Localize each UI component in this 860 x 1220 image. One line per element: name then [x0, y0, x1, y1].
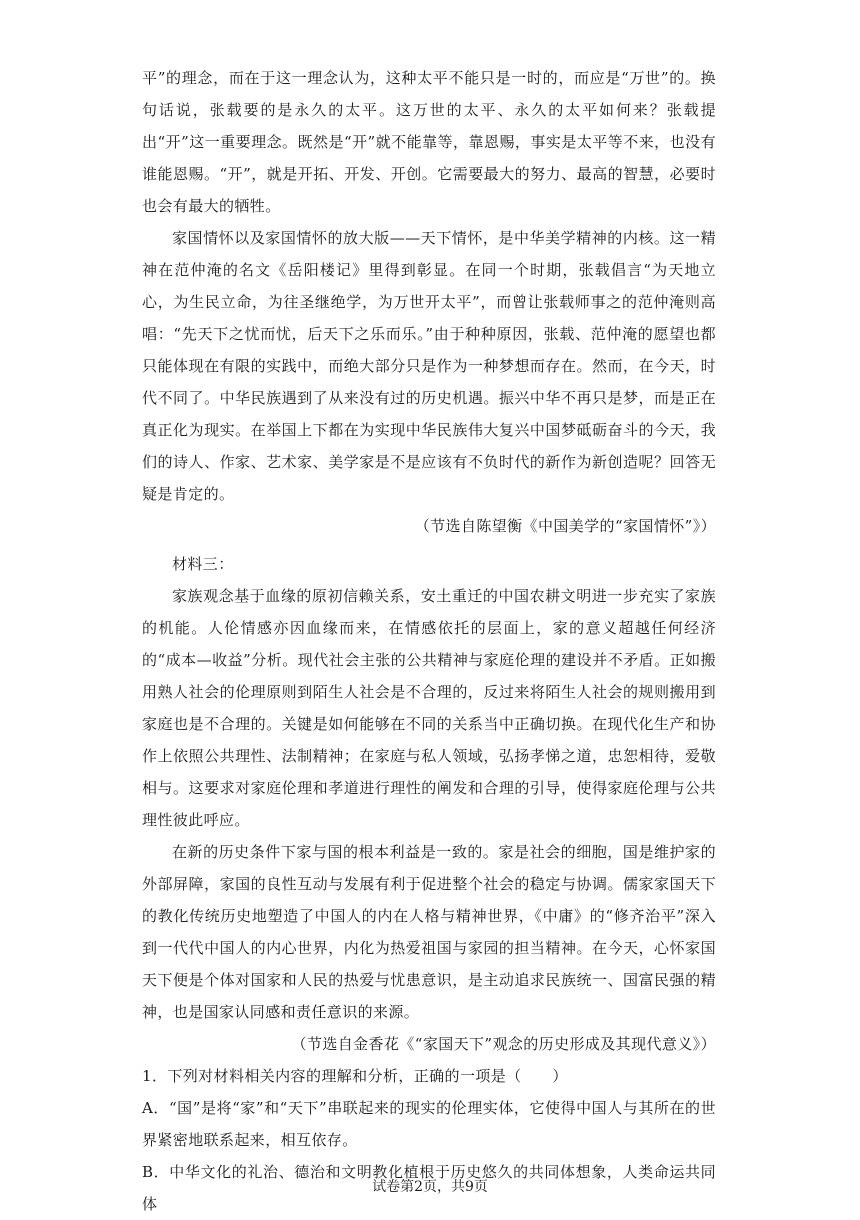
article-body [142, 62, 716, 1220]
question-1-option-a: A．“国”是将“家”和“天下”串联起来的现实的伦理实体，它使得中国人与其所在的世界紧密地联系起来，相互依存。 [142, 1099, 716, 1149]
source-citation-chen: （节选自陈望衡《中国美学的“家国情怀”》） [414, 517, 716, 535]
source-citation-jin: （节选自金香花《“家国天下”观念的历史形成及其现代意义》） [291, 1035, 716, 1053]
material-three-heading: 材料三： [172, 555, 234, 573]
paragraph-family-nation-sentiment: 家国情怀以及家国情怀的放大版——天下情怀，是中华美学精神的内核。这一精神在范仲淹的名文《岳阳楼记》里得到彰显。在同一个时期，张载倡言“为天地立心，为生民立命，为往圣继绝学，为万世开太平”，而曾让张载师事之的范仲淹则高唱：“先天下之忧而忧，后天下之乐而乐。”由于种种原因，张载、范仲淹的愿望也都只能体现在有限的实践中，而绝大部分只是作为一种梦想而存在。然而，在今天，时代不同了。中华民族遇到了从来没有过的历史机遇。振兴中华不再只是梦，而是正在真正化为现实。在举国上下都在为实现中华民族伟大复兴中国梦砥砺奋斗的今天，我们的诗人、作家、艺术家、美学家是不是应该有不负时代的新作为新创造呢？回答无疑是肯定的。 [142, 229, 716, 503]
paragraph-continued: 平”的理念，而在于这一理念认为，这种太平不能只是一时的，而应是“万世”的。换句话说，张载要的是永久的太平。这万世的太平、永久的太平如何来？张载提出“开”这一重要理念。既然是“开”就不能靠等，靠恩赐，事实是太平等不来，也没有谁能恩赐。“开”，就是开拓、开发、开创。它需要最大的努力、最高的智慧，必要时也会有最大的牺牲。 [142, 69, 716, 215]
question-1-option-b: B．中华文化的礼治、德治和文明教化植根于历史悠久的共同体想象，人类命运共同体 [142, 1163, 716, 1213]
page-footer: 试卷第2页，共9页 [372, 1179, 488, 1195]
question-1-stem: 1．下列对材料相关内容的理解和分析，正确的一项是（ ） [142, 1067, 568, 1085]
paragraph-family-and-state: 在新的历史条件下家与国的根本利益是一致的。家是社会的细胞，国是维护家的外部屏障，家国的良性互动与发展有利于促进整个社会的稳定与协调。儒家家国天下的教化传统历史地塑造了中国人的内在人格与精神世界，《中庸》的“修齐治平”深入到一代代中国人的内心世界，内化为热爱祖国与家园的担当精神。在今天，心怀家国天下便是个体对国家和人民的热爱与忧患意识，是主动追求民族统一、国富民强的精神，也是国家认同感和责任意识的来源。 [142, 843, 716, 1021]
paragraph-family-concept: 家族观念基于血缘的原初信赖关系，安土重迁的中国农耕文明进一步充实了家族的机能。人伦情感亦因血缘而来，在情感依托的层面上，家的意义超越任何经济的“成本—收益”分析。现代社会主张的公共精神与家庭伦理的建设并不矛盾。正如搬用熟人社会的伦理原则到陌生人社会是不合理的，反过来将陌生人社会的规则搬用到家庭也是不合理的。关键是如何能够在不同的关系当中正确切换。在现代化生产和协作上依照公共理性、法制精神；在家庭与私人领域，弘扬孝悌之道，忠恕相待，爱敬相与。这要求对家庭伦理和孝道进行理性的阐发和合理的引导，使得家庭伦理与公共理性彼此呼应。 [142, 587, 716, 829]
